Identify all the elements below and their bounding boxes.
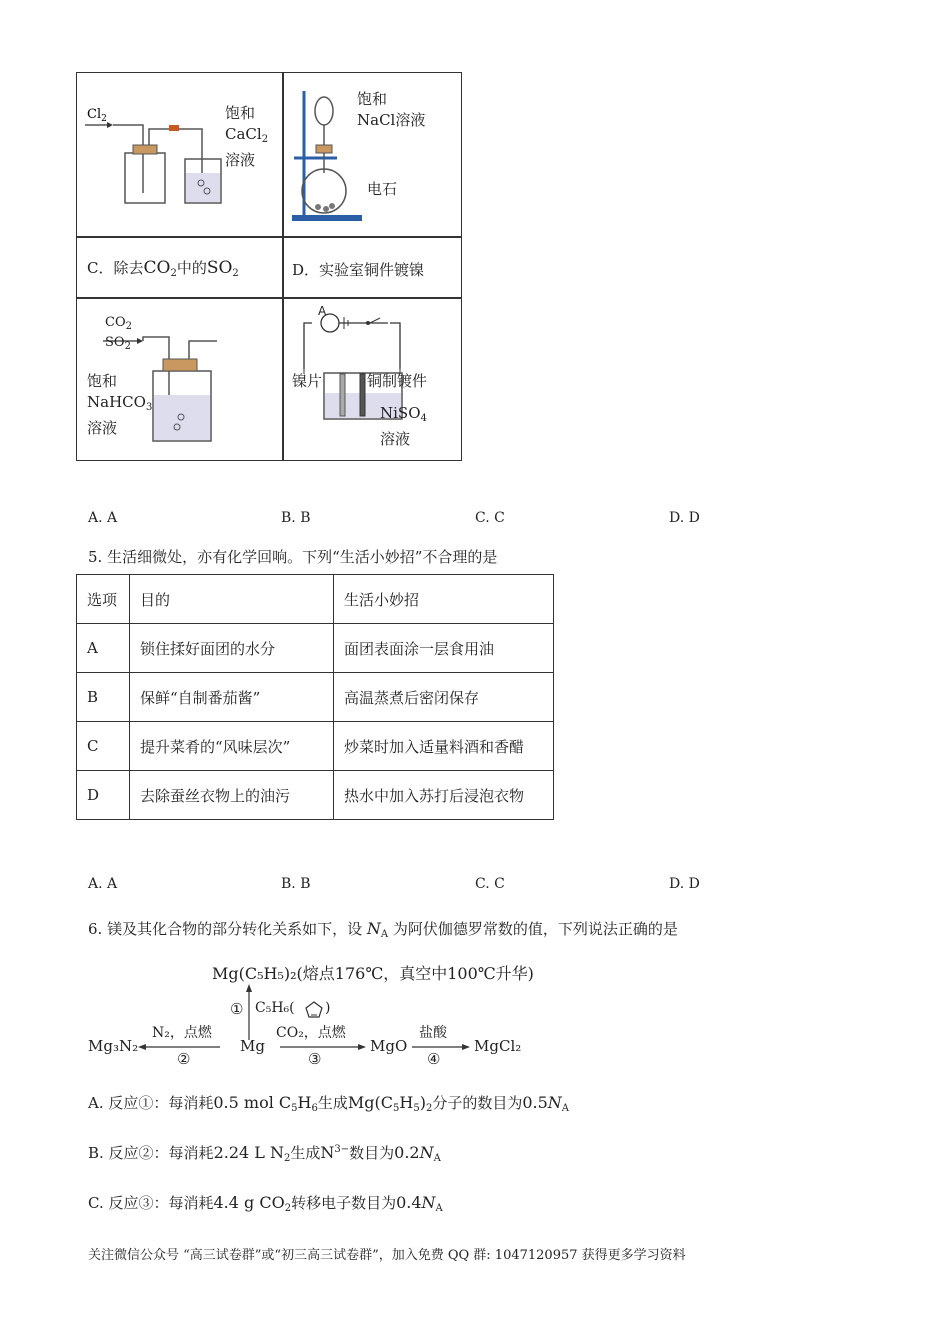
- calcium-carbide-label: 电石: [367, 180, 398, 198]
- copper-part-label: 铜制镀件: [367, 372, 428, 390]
- step1-num: ①: [230, 1000, 244, 1018]
- gas-mixture-label: $CO_2$ $SO_2$: [105, 315, 132, 352]
- q4-choice-b: B. B: [281, 510, 311, 526]
- table-header-row: [77, 575, 554, 624]
- q5-choice-c: C. C: [475, 876, 505, 892]
- table-row: A 锁住揉好面团的水分 面团表面涂一层食用油: [77, 624, 554, 673]
- q5-stem: 5. 生活细微处，亦有化学回响。下列“生活小妙招”不合理的是: [88, 548, 498, 566]
- q4-choice-a: A. A: [88, 510, 118, 526]
- header-tip: 生活小妙招: [334, 575, 554, 624]
- niso4-label: NiSO$_4$ 溶液: [380, 404, 427, 448]
- mg3n2: Mg₃N₂: [88, 1037, 139, 1055]
- gas-bottle: [125, 153, 165, 203]
- mg: Mg: [240, 1037, 265, 1055]
- stand-base: [292, 215, 362, 221]
- flask: [302, 169, 346, 213]
- page-footer: 关注微信公众号 “高三试卷群”或“初三高三试卷群”，加入免费 QQ 群: 1047120957 获得更多学习资料: [88, 1248, 686, 1263]
- step3-num: ③: [308, 1050, 322, 1068]
- step4-reagent: 盐酸: [419, 1025, 447, 1041]
- grid-divider-1: [77, 236, 461, 238]
- apparatus-grid: [76, 72, 462, 461]
- scheme-top-product: Mg(C₅H₅)₂(熔点176℃，真空中100℃升华): [212, 964, 534, 983]
- q6-option-b: B. 反应②：每消耗2.24 L $N_2$生成$N^{3-}$数目为$0.2N_A$: [88, 1143, 441, 1164]
- table-row: B 保鲜“自制番茄酱” 高温蒸煮后密闭保存: [77, 673, 554, 722]
- step4-num: ④: [427, 1050, 441, 1068]
- q5-choice-d: D. D: [669, 876, 700, 892]
- step2-reagent: N₂，点燃: [152, 1025, 212, 1041]
- nacl-label: 饱和 NaCl溶液: [357, 90, 426, 129]
- step1-close: ): [325, 1000, 331, 1016]
- q6-stem: 6. 镁及其化合物的部分转化关系如下，设 $N_A$ 为阿伏伽德罗常数的值，下列说法正确的是: [88, 919, 678, 940]
- q5-table: [76, 574, 554, 820]
- cl2-label: $Cl_2$: [87, 107, 107, 124]
- q6-option-a: A. 反应①：每消耗0.5 mol $C_5H_6$生成$Mg(C_5H_5)_2$分子的数目为$0.5N_A$: [88, 1093, 570, 1114]
- q5-choice-a: A. A: [88, 876, 118, 892]
- copper-electrode: [360, 374, 365, 416]
- nickel-electrode: [340, 374, 345, 416]
- q4-choice-c: C. C: [475, 510, 505, 526]
- header-option: 选项: [77, 575, 130, 624]
- step1-reagent: C₅H₆(: [255, 1000, 295, 1016]
- option-d-caption: D．实验室铜件镀镍: [292, 261, 425, 279]
- step2-num: ②: [177, 1050, 191, 1068]
- q5-choice-b: B. B: [281, 876, 311, 892]
- table-row: D 去除蚕丝衣物上的油污 热水中加入苏打后浸泡衣物: [77, 771, 554, 820]
- table-row: C 提升菜肴的“风味层次” 炒菜时加入适量料酒和香醋: [77, 722, 554, 771]
- q4-choice-d: D. D: [669, 510, 700, 526]
- mgcl2: MgCl₂: [474, 1037, 522, 1055]
- header-purpose: 目的: [130, 575, 334, 624]
- cacl2-label: 饱和 CaCl$_2$ 溶液: [225, 104, 269, 169]
- q6-option-c: C. 反应③：每消耗4.4 g $CO_2$转移电子数目为$0.4N_A$: [88, 1193, 443, 1214]
- mgo: MgO: [370, 1037, 408, 1055]
- nahco3-label: 饱和 NaHCO$_3$ 溶液: [87, 372, 153, 437]
- ammeter-label: A: [318, 304, 327, 318]
- dropping-funnel: [315, 97, 333, 125]
- step3-reagent: CO₂，点燃: [276, 1025, 346, 1041]
- nickel-plate-label: 镍片: [292, 372, 323, 390]
- option-c-caption: C．除去$CO_2$中的$SO_2$: [87, 258, 239, 279]
